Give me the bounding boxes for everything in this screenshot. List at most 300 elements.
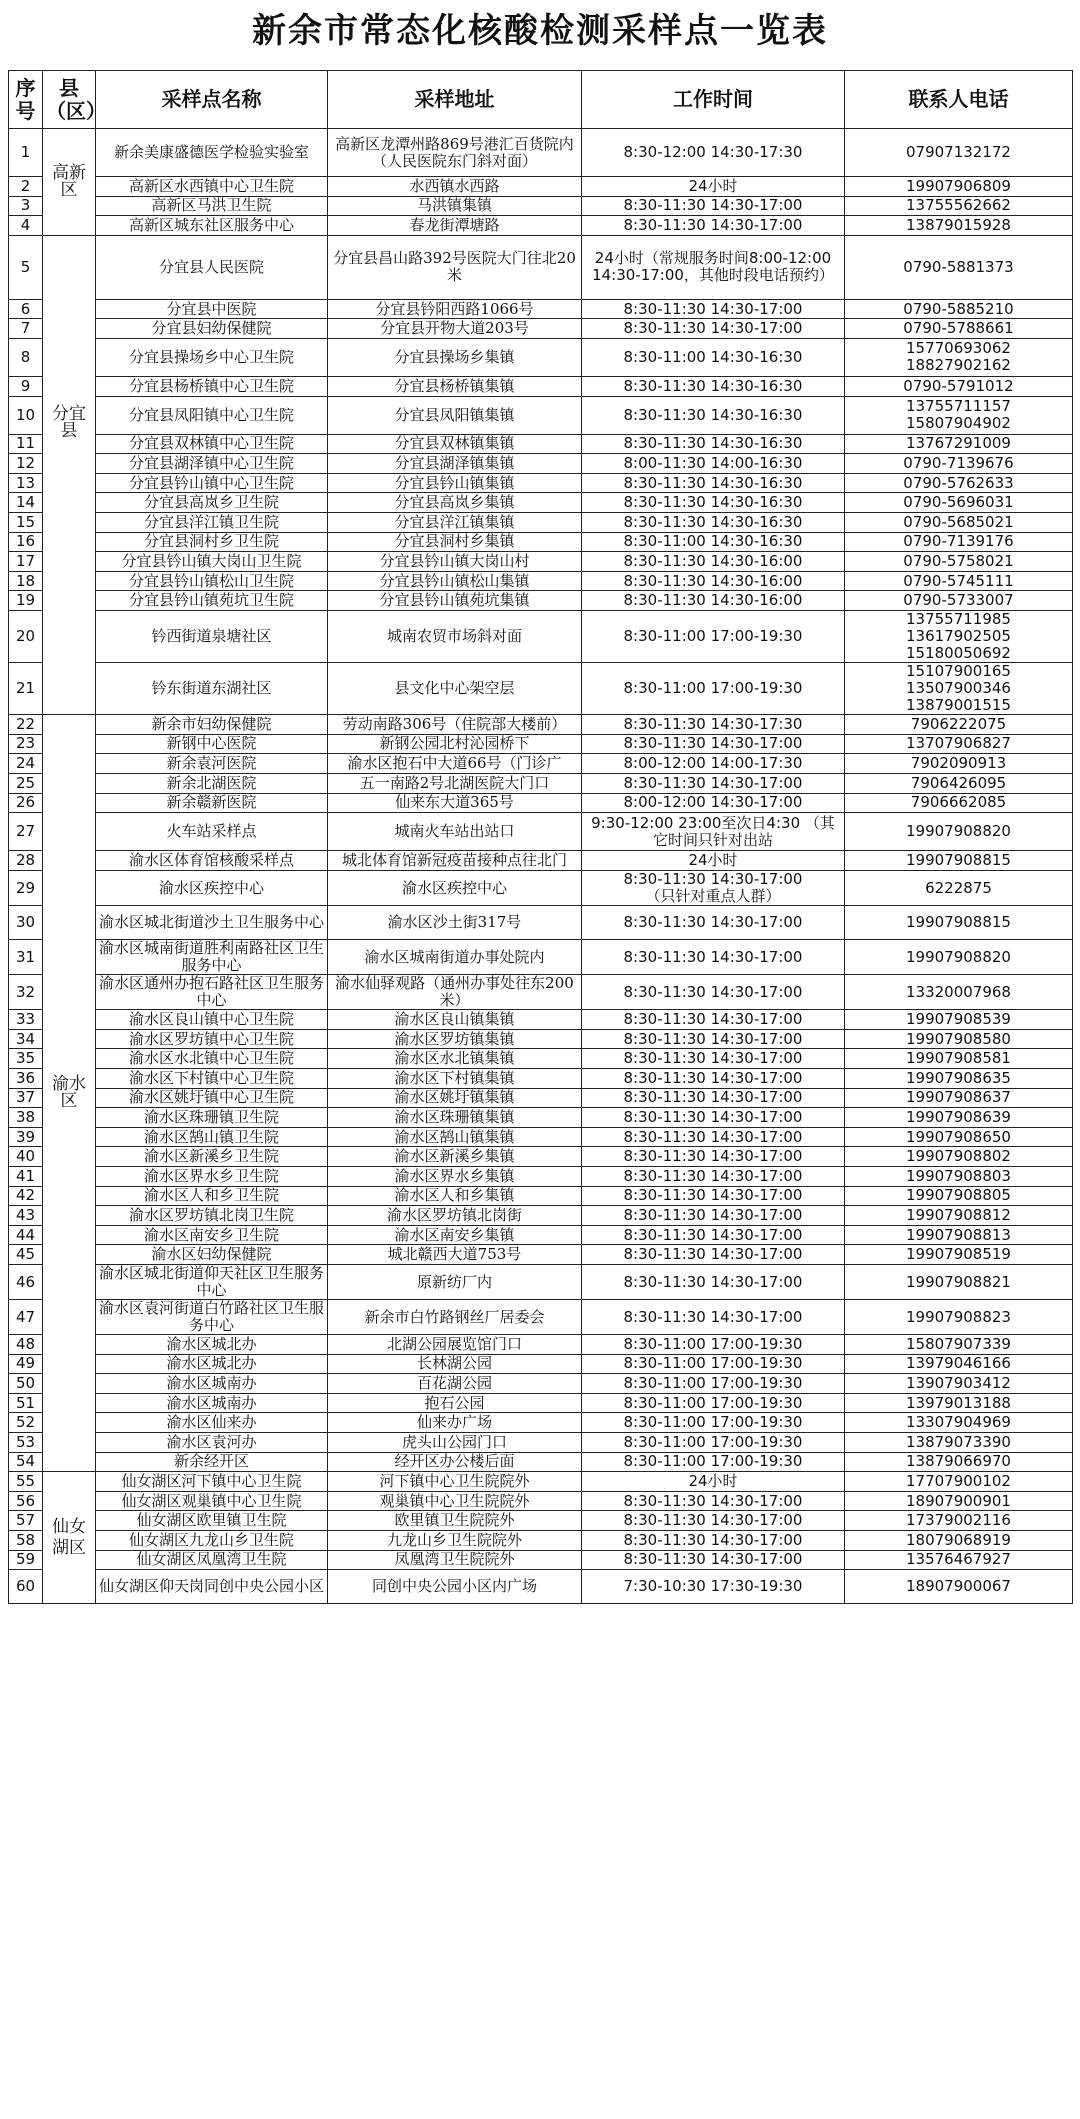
cell-address: 渝水区疾控中心 [328, 871, 582, 906]
table-row [9, 1413, 1073, 1433]
cell-phone: 13879015928 [845, 216, 1073, 236]
cell-name: 钤东街道东湖社区 [96, 662, 328, 714]
cell-seq: 41 [9, 1167, 43, 1187]
cell-hours: 8:30-11:30 14:30-17:00 [582, 1127, 845, 1147]
cell-name: 新余北湖医院 [96, 774, 328, 794]
cell-phone: 17379002116 [845, 1511, 1073, 1531]
cell-name: 分宜县操场乡中心卫生院 [96, 338, 328, 376]
cell-address: 渝水区良山镇集镇 [328, 1010, 582, 1030]
cell-phone: 19907908635 [845, 1069, 1073, 1089]
cell-hours: 8:30-11:30 14:30-17:00 [582, 1491, 845, 1511]
cell-name: 钤西街道泉塘社区 [96, 610, 328, 662]
cell-name: 渝水区城北办 [96, 1354, 328, 1374]
cell-name: 渝水区罗坊镇中心卫生院 [96, 1029, 328, 1049]
cell-name: 渝水区界水乡卫生院 [96, 1167, 328, 1187]
cell-seq: 35 [9, 1049, 43, 1069]
cell-address: 渝水区鹄山镇集镇 [328, 1127, 582, 1147]
cell-phone: 19907908519 [845, 1245, 1073, 1265]
table-row [9, 1088, 1073, 1108]
cell-name: 仙女湖区观巢镇中心卫生院 [96, 1491, 328, 1511]
cell-name: 渝水区水北镇中心卫生院 [96, 1049, 328, 1069]
cell-name: 渝水区下村镇中心卫生院 [96, 1069, 328, 1089]
cell-address: 分宜县钤山镇集镇 [328, 473, 582, 493]
cell-seq: 49 [9, 1354, 43, 1374]
cell-seq: 48 [9, 1335, 43, 1355]
cell-name: 渝水区良山镇中心卫生院 [96, 1010, 328, 1030]
cell-seq: 11 [9, 434, 43, 454]
header-hours: 工作时间 [582, 71, 845, 129]
cell-phone: 0790-5885210 [845, 299, 1073, 319]
cell-phone: 13755711157 15807904902 [845, 396, 1073, 434]
cell-address: 仙来东大道365号 [328, 793, 582, 813]
cell-address: 分宜县洋江镇集镇 [328, 512, 582, 532]
cell-seq: 51 [9, 1393, 43, 1413]
cell-name: 分宜县妇幼保健院 [96, 319, 328, 339]
cell-phone: 0790-5788661 [845, 319, 1073, 339]
cell-hours: 8:30-11:30 14:30-17:00 [582, 196, 845, 216]
cell-address: 原新纺厂内 [328, 1265, 582, 1300]
cell-hours: 8:30-11:30 14:30-17:00 [582, 906, 845, 940]
cell-address: 分宜县凤阳镇集镇 [328, 396, 582, 434]
cell-address: 水西镇水西路 [328, 177, 582, 197]
cell-phone: 19907908821 [845, 1265, 1073, 1300]
cell-seq: 52 [9, 1413, 43, 1433]
cell-name: 渝水区城南办 [96, 1393, 328, 1413]
cell-phone: 19907908639 [845, 1108, 1073, 1128]
table-row [9, 177, 1073, 197]
cell-hours: 8:30-11:00 17:00-19:30 [582, 1335, 845, 1355]
cell-phone: 19907908802 [845, 1147, 1073, 1167]
cell-seq: 20 [9, 610, 43, 662]
cell-hours: 8:30-11:30 14:30-17:00 [582, 1245, 845, 1265]
cell-seq: 45 [9, 1245, 43, 1265]
cell-phone: 19907908580 [845, 1029, 1073, 1049]
cell-address: 分宜县昌山路392号医院大门往北20米 [328, 235, 582, 299]
cell-hours: 24小时 [582, 177, 845, 197]
cell-phone: 13979013188 [845, 1393, 1073, 1413]
cell-hours: 8:30-11:00 14:30-16:30 [582, 532, 845, 552]
cell-phone: 13320007968 [845, 975, 1073, 1010]
cell-name: 仙女湖区九龙山乡卫生院 [96, 1530, 328, 1550]
cell-name: 分宜县凤阳镇中心卫生院 [96, 396, 328, 434]
cell-seq: 23 [9, 734, 43, 754]
cell-seq: 7 [9, 319, 43, 339]
cell-phone: 0790-5745111 [845, 571, 1073, 591]
cell-address: 分宜县杨桥镇集镇 [328, 376, 582, 396]
cell-seq: 26 [9, 793, 43, 813]
table-row [9, 473, 1073, 493]
cell-hours: 8:30-11:00 17:00-19:30 [582, 1452, 845, 1472]
cell-seq: 13 [9, 473, 43, 493]
cell-seq: 59 [9, 1550, 43, 1570]
cell-name: 新余经开区 [96, 1452, 328, 1472]
table-row [9, 1029, 1073, 1049]
cell-hours: 8:30-11:30 14:30-17:00 [582, 216, 845, 236]
cell-county: 分宜县 [43, 235, 96, 610]
cell-address: 北湖公园展览馆门口 [328, 1335, 582, 1355]
cell-seq: 36 [9, 1069, 43, 1089]
cell-seq: 27 [9, 813, 43, 851]
table-row [9, 1472, 1073, 1492]
cell-seq: 44 [9, 1225, 43, 1245]
cell-address: 观巢镇中心卫生院院外 [328, 1491, 582, 1511]
cell-hours: 8:30-11:30 14:30-16:00 [582, 591, 845, 611]
cell-name: 新钢中心医院 [96, 734, 328, 754]
cell-seq: 55 [9, 1472, 43, 1492]
cell-phone: 19907906809 [845, 177, 1073, 197]
cell-address: 渝水区城南街道办事处院内 [328, 940, 582, 975]
cell-seq: 33 [9, 1010, 43, 1030]
cell-seq: 18 [9, 571, 43, 591]
cell-hours: 8:30-11:30 14:30-17:00 [582, 774, 845, 794]
cell-phone: 19907908815 [845, 906, 1073, 940]
cell-name: 渝水区城南街道胜利南路社区卫生服务中心 [96, 940, 328, 975]
cell-name: 仙女湖区欧里镇卫生院 [96, 1511, 328, 1531]
cell-phone: 0790-5762633 [845, 473, 1073, 493]
cell-name: 渝水区体育馆核酸采样点 [96, 851, 328, 871]
cell-address: 渝水区水北镇集镇 [328, 1049, 582, 1069]
cell-seq: 9 [9, 376, 43, 396]
cell-phone: 15770693062 18827902162 [845, 338, 1073, 376]
cell-name: 新余袁河医院 [96, 754, 328, 774]
cell-address: 渝水区抱石中大道66号（门诊广 [328, 754, 582, 774]
cell-phone: 7906662085 [845, 793, 1073, 813]
cell-seq: 57 [9, 1511, 43, 1531]
table-row [9, 396, 1073, 434]
cell-seq: 19 [9, 591, 43, 611]
cell-phone: 18907900901 [845, 1491, 1073, 1511]
cell-seq: 2 [9, 177, 43, 197]
cell-hours: 9:30-12:00 23:00至次日4:30 （其它时间只针对出站 [582, 813, 845, 851]
cell-address: 经开区办公楼后面 [328, 1452, 582, 1472]
table-row [9, 1108, 1073, 1128]
table-row [9, 734, 1073, 754]
cell-seq: 14 [9, 493, 43, 513]
table-row [9, 512, 1073, 532]
cell-seq: 53 [9, 1432, 43, 1452]
cell-seq: 43 [9, 1206, 43, 1226]
cell-address: 城南农贸市场斜对面 [328, 610, 582, 662]
header-seq: 序号 [9, 71, 43, 129]
cell-name: 分宜县杨桥镇中心卫生院 [96, 376, 328, 396]
cell-hours: 8:30-11:00 17:00-19:30 [582, 610, 845, 662]
cell-phone: 19907908581 [845, 1049, 1073, 1069]
table-row [9, 813, 1073, 851]
cell-hours: 8:30-11:30 14:30-16:30 [582, 493, 845, 513]
cell-seq: 6 [9, 299, 43, 319]
cell-address: 分宜县钤阳西路1066号 [328, 299, 582, 319]
cell-seq: 32 [9, 975, 43, 1010]
cell-hours: 8:30-11:30 14:30-17:00 [582, 1511, 845, 1531]
cell-phone: 13767291009 [845, 434, 1073, 454]
table-row [9, 196, 1073, 216]
cell-address: 百花湖公园 [328, 1374, 582, 1394]
cell-hours: 8:30-11:00 17:00-19:30 [582, 1393, 845, 1413]
table-row [9, 610, 1073, 662]
cell-address: 渝水区姚圩镇集镇 [328, 1088, 582, 1108]
cell-hours: 8:30-12:00 14:30-17:30 [582, 129, 845, 177]
cell-address: 分宜县钤山镇苑坑集镇 [328, 591, 582, 611]
cell-address: 仙来办广场 [328, 1413, 582, 1433]
cell-address: 河下镇中心卫生院院外 [328, 1472, 582, 1492]
cell-phone: 7906426095 [845, 774, 1073, 794]
cell-name: 渝水区城北街道沙土卫生服务中心 [96, 906, 328, 940]
cell-seq: 47 [9, 1300, 43, 1335]
cell-seq: 42 [9, 1186, 43, 1206]
cell-address: 分宜县操场乡集镇 [328, 338, 582, 376]
cell-hours: 8:30-11:30 14:30-17:00 [582, 1108, 845, 1128]
cell-address: 新余市白竹路钢丝厂居委会 [328, 1300, 582, 1335]
table-row [9, 1049, 1073, 1069]
cell-address: 九龙山乡卫生院院外 [328, 1530, 582, 1550]
cell-hours: 8:30-11:30 14:30-17:00 [582, 1265, 845, 1300]
table-row [9, 235, 1073, 299]
cell-name: 分宜县钤山镇苑坑卫生院 [96, 591, 328, 611]
table-row [9, 851, 1073, 871]
cell-seq: 40 [9, 1147, 43, 1167]
table-row [9, 1393, 1073, 1413]
header-phone: 联系人电话 [845, 71, 1073, 129]
cell-name: 高新区城东社区服务中心 [96, 216, 328, 236]
cell-hours: 24小时 [582, 1472, 845, 1492]
cell-address: 分宜县钤山镇大岗山村 [328, 552, 582, 572]
cell-seq: 16 [9, 532, 43, 552]
cell-hours: 8:30-11:30 14:30-16:30 [582, 376, 845, 396]
table-row [9, 434, 1073, 454]
cell-seq: 29 [9, 871, 43, 906]
table-row [9, 532, 1073, 552]
cell-phone: 07907132172 [845, 129, 1073, 177]
cell-phone: 19907908823 [845, 1300, 1073, 1335]
cell-name: 渝水区人和乡卫生院 [96, 1186, 328, 1206]
cell-address: 县文化中心架空层 [328, 662, 582, 714]
table-row [9, 1491, 1073, 1511]
cell-seq: 31 [9, 940, 43, 975]
cell-hours: 8:30-11:30 14:30-17:00 [582, 975, 845, 1010]
cell-county [43, 610, 96, 714]
cell-name: 分宜县双林镇中心卫生院 [96, 434, 328, 454]
cell-county: 高新区 [43, 129, 96, 236]
cell-seq: 38 [9, 1108, 43, 1128]
cell-name: 渝水区姚圩镇中心卫生院 [96, 1088, 328, 1108]
cell-name: 渝水区南安乡卫生院 [96, 1225, 328, 1245]
cell-address: 分宜县洞村乡集镇 [328, 532, 582, 552]
cell-hours: 8:30-11:30 14:30-17:00 [582, 1049, 845, 1069]
cell-phone: 15807907339 [845, 1335, 1073, 1355]
cell-address: 城南火车站出站口 [328, 813, 582, 851]
cell-seq: 25 [9, 774, 43, 794]
cell-name: 新余美康盛德医学检验实验室 [96, 129, 328, 177]
table-row [9, 1550, 1073, 1570]
cell-address: 分宜县湖泽镇集镇 [328, 454, 582, 474]
table-row [9, 754, 1073, 774]
cell-address: 渝水区沙土街317号 [328, 906, 582, 940]
cell-address: 渝水区罗坊镇北岗街 [328, 1206, 582, 1226]
cell-seq: 12 [9, 454, 43, 474]
cell-phone: 18079068919 [845, 1530, 1073, 1550]
table-row [9, 1335, 1073, 1355]
cell-phone: 0790-5696031 [845, 493, 1073, 513]
table-row [9, 1225, 1073, 1245]
table-row [9, 552, 1073, 572]
cell-phone: 7906222075 [845, 714, 1073, 734]
cell-name: 高新区水西镇中心卫生院 [96, 177, 328, 197]
cell-phone: 13307904969 [845, 1413, 1073, 1433]
cell-hours: 8:30-11:30 14:30-17:00 [582, 1186, 845, 1206]
cell-seq: 46 [9, 1265, 43, 1300]
cell-name: 新余赣新医院 [96, 793, 328, 813]
cell-address: 高新区龙潭州路869号港汇百货院内（人民医院东门斜对面） [328, 129, 582, 177]
cell-seq: 5 [9, 235, 43, 299]
cell-hours: 8:30-11:30 14:30-17:30 [582, 714, 845, 734]
cell-address: 分宜县双林镇集镇 [328, 434, 582, 454]
cell-name: 高新区马洪卫生院 [96, 196, 328, 216]
cell-name: 渝水区疾控中心 [96, 871, 328, 906]
cell-phone: 19907908637 [845, 1088, 1073, 1108]
cell-hours: 8:30-11:30 14:30-16:30 [582, 434, 845, 454]
cell-name: 仙女湖区仰天岗同创中央公园小区 [96, 1570, 328, 1604]
header-address: 采样地址 [328, 71, 582, 129]
cell-hours: 8:30-11:30 14:30-17:00 [582, 1300, 845, 1335]
table-row [9, 1570, 1073, 1604]
cell-phone: 0790-5758021 [845, 552, 1073, 572]
cell-name: 新余市妇幼保健院 [96, 714, 328, 734]
table-row [9, 1530, 1073, 1550]
header-name: 采样点名称 [96, 71, 328, 129]
cell-phone: 6222875 [845, 871, 1073, 906]
table-row [9, 1186, 1073, 1206]
cell-address: 五一南路2号北湖医院大门口 [328, 774, 582, 794]
table-row [9, 714, 1073, 734]
cell-address: 渝水仙驿观路（通州办事处往东200米） [328, 975, 582, 1010]
cell-name: 分宜县湖泽镇中心卫生院 [96, 454, 328, 474]
cell-hours: 8:30-11:30 14:30-17:00 [582, 1010, 845, 1030]
cell-hours: 8:30-11:30 14:30-17:00 [582, 1550, 845, 1570]
cell-phone: 19907908805 [845, 1186, 1073, 1206]
cell-name: 渝水区袁河办 [96, 1432, 328, 1452]
cell-seq: 37 [9, 1088, 43, 1108]
table-row [9, 1300, 1073, 1335]
table-row [9, 940, 1073, 975]
cell-name: 渝水区袁河街道白竹路社区卫生服务中心 [96, 1300, 328, 1335]
cell-phone: 15107900165 13507900346 13879001515 [845, 662, 1073, 714]
cell-phone: 19907908820 [845, 813, 1073, 851]
cell-hours: 8:30-11:30 14:30-17:00 [582, 1147, 845, 1167]
cell-seq: 22 [9, 714, 43, 734]
table-row [9, 338, 1073, 376]
cell-hours: 8:30-11:30 14:30-17:00 [582, 1029, 845, 1049]
cell-phone: 13907903412 [845, 1374, 1073, 1394]
cell-name: 分宜县钤山镇中心卫生院 [96, 473, 328, 493]
cell-address: 渝水区人和乡集镇 [328, 1186, 582, 1206]
cell-hours: 8:30-11:00 17:00-19:30 [582, 662, 845, 714]
table-row [9, 591, 1073, 611]
table-row [9, 1010, 1073, 1030]
cell-hours: 8:30-11:00 17:00-19:30 [582, 1413, 845, 1433]
cell-phone: 13755711985 13617902505 15180050692 [845, 610, 1073, 662]
header-county: 县（区） [43, 71, 96, 129]
cell-name: 渝水区城北街道仰天社区卫生服务中心 [96, 1265, 328, 1300]
table-row [9, 454, 1073, 474]
cell-address: 春龙街潭塘路 [328, 216, 582, 236]
cell-address: 城北赣西大道753号 [328, 1245, 582, 1265]
cell-address: 同创中央公园小区内广场 [328, 1570, 582, 1604]
cell-phone: 19907908815 [845, 851, 1073, 871]
cell-hours: 24小时（常规服务时间8:00-12:00 14:30-17:00，其他时段电话预约） [582, 235, 845, 299]
cell-hours: 8:30-11:30 14:30-17:00 [582, 1088, 845, 1108]
cell-address: 渝水区界水乡集镇 [328, 1167, 582, 1187]
cell-address: 劳动南路306号（住院部大楼前） [328, 714, 582, 734]
cell-phone: 13707906827 [845, 734, 1073, 754]
cell-phone: 19907908820 [845, 940, 1073, 975]
cell-hours: 8:30-11:30 14:30-17:00 （只针对重点人群） [582, 871, 845, 906]
table-row [9, 129, 1073, 177]
table-row [9, 216, 1073, 236]
cell-hours: 8:30-11:30 14:30-16:30 [582, 512, 845, 532]
cell-seq: 24 [9, 754, 43, 774]
table-row [9, 319, 1073, 339]
cell-seq: 50 [9, 1374, 43, 1394]
cell-name: 分宜县人民医院 [96, 235, 328, 299]
table-row [9, 1167, 1073, 1187]
cell-address: 虎头山公园门口 [328, 1432, 582, 1452]
cell-seq: 60 [9, 1570, 43, 1604]
table-row [9, 299, 1073, 319]
cell-name: 渝水区妇幼保健院 [96, 1245, 328, 1265]
cell-address: 渝水区南安乡集镇 [328, 1225, 582, 1245]
cell-county: 仙女湖区 [43, 1472, 96, 1604]
table-row [9, 1432, 1073, 1452]
cell-seq: 28 [9, 851, 43, 871]
cell-hours: 8:30-11:00 17:00-19:30 [582, 1432, 845, 1452]
cell-address: 渝水区罗坊镇集镇 [328, 1029, 582, 1049]
cell-hours: 8:30-11:30 14:30-17:00 [582, 319, 845, 339]
cell-address: 凤凰湾卫生院院外 [328, 1550, 582, 1570]
cell-phone: 7902090913 [845, 754, 1073, 774]
cell-address: 分宜县开物大道203号 [328, 319, 582, 339]
cell-county: 渝水区 [43, 714, 96, 1471]
cell-seq: 30 [9, 906, 43, 940]
cell-name: 分宜县高岚乡卫生院 [96, 493, 328, 513]
cell-name: 渝水区城北办 [96, 1335, 328, 1355]
cell-phone: 13879073390 [845, 1432, 1073, 1452]
cell-address: 渝水区新溪乡集镇 [328, 1147, 582, 1167]
cell-hours: 7:30-10:30 17:30-19:30 [582, 1570, 845, 1604]
cell-hours: 8:30-11:30 14:30-17:00 [582, 734, 845, 754]
cell-phone: 13755562662 [845, 196, 1073, 216]
cell-name: 分宜县中医院 [96, 299, 328, 319]
table-row [9, 493, 1073, 513]
cell-hours: 8:30-11:00 17:00-19:30 [582, 1354, 845, 1374]
cell-name: 分宜县钤山镇松山卫生院 [96, 571, 328, 591]
table-row [9, 376, 1073, 396]
cell-name: 渝水区珠珊镇卫生院 [96, 1108, 328, 1128]
cell-name: 分宜县洋江镇卫生院 [96, 512, 328, 532]
cell-address: 马洪镇集镇 [328, 196, 582, 216]
table-row [9, 1069, 1073, 1089]
cell-address: 欧里镇卫生院院外 [328, 1511, 582, 1531]
table-row [9, 1206, 1073, 1226]
sampling-sites-table [8, 70, 1073, 1604]
cell-hours: 8:30-11:30 14:30-17:00 [582, 1225, 845, 1245]
cell-phone: 13979046166 [845, 1354, 1073, 1374]
cell-address: 分宜县高岚乡集镇 [328, 493, 582, 513]
cell-seq: 8 [9, 338, 43, 376]
cell-phone: 13576467927 [845, 1550, 1073, 1570]
page-title: 新余市常态化核酸检测采样点一览表 [252, 11, 828, 51]
cell-name: 渝水区新溪乡卫生院 [96, 1147, 328, 1167]
cell-seq: 21 [9, 662, 43, 714]
